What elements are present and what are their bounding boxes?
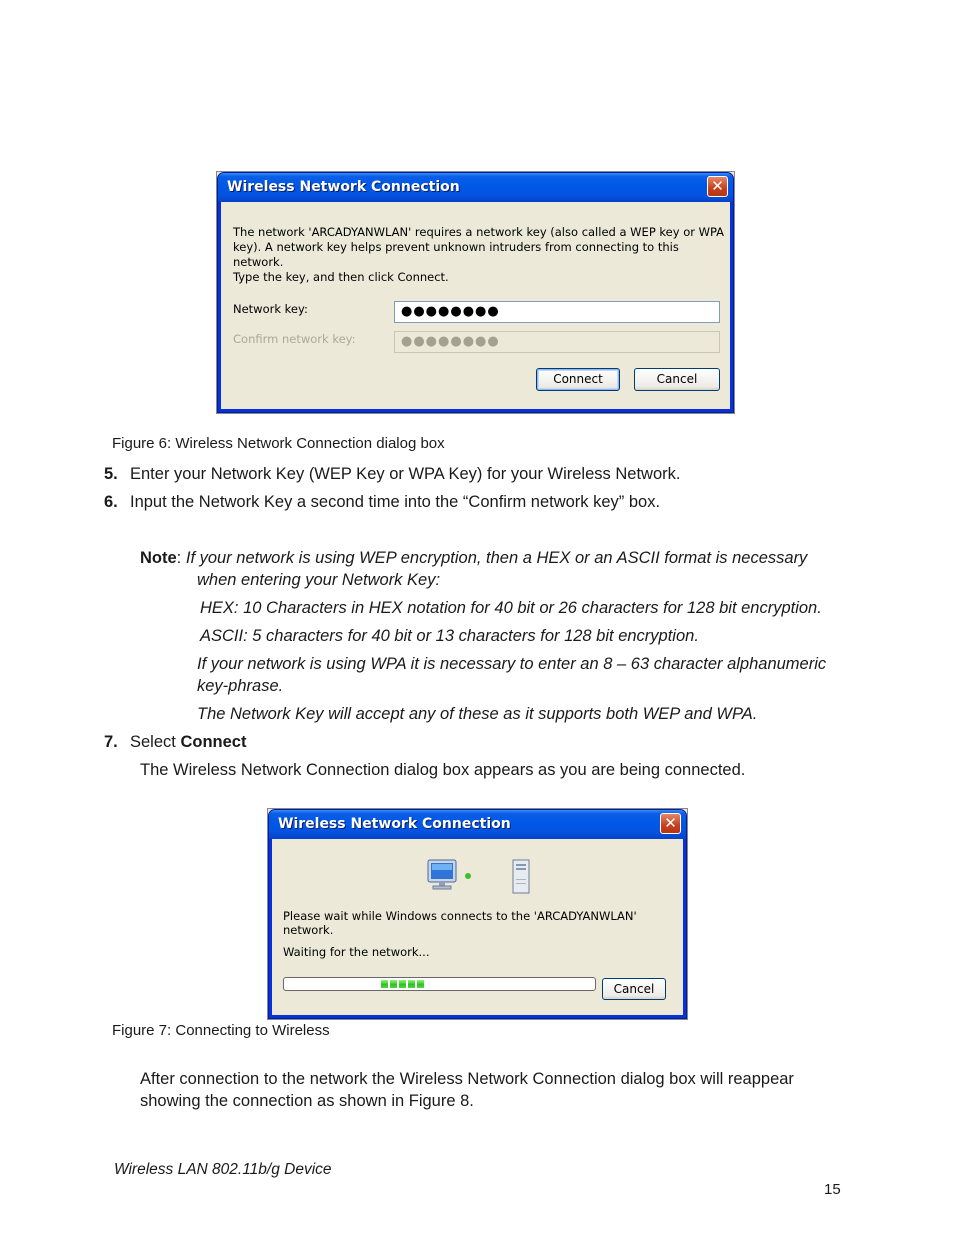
note-hex: HEX: 10 Characters in HEX notation for 40 bit or 26 characters for 128 bit encryption. <box>200 599 822 617</box>
computer-icon <box>424 857 464 893</box>
connect-button[interactable]: Connect <box>536 368 620 391</box>
step-6-text: Input the Network Key a second time into the “Confirm network key” box. <box>130 493 661 511</box>
confirm-key-label: Confirm network key: <box>233 332 356 346</box>
step-7-description: The Wireless Network Connection dialog box appears as you are being connected. <box>140 761 746 779</box>
step-5-number: 5. <box>104 465 118 483</box>
network-key-input[interactable]: ●●●●●●●● <box>394 301 720 323</box>
progress-block <box>381 980 388 988</box>
closing-line-2: showing the connection as shown in Figure 8. <box>140 1092 474 1110</box>
step-5 <box>104 465 118 484</box>
note-line-2: when entering your Network Key: <box>197 571 441 589</box>
network-key-label: Network key: <box>233 302 308 316</box>
close-icon[interactable]: ✕ <box>660 813 681 834</box>
cancel-button[interactable]: Cancel <box>634 368 720 391</box>
dialog-title-bar[interactable] <box>269 810 686 839</box>
progress-indicator <box>381 980 424 988</box>
dialog-body <box>221 202 730 409</box>
step-6 <box>104 493 118 512</box>
access-point-icon <box>510 859 532 895</box>
dialog-title: Wireless Network Connection <box>227 179 460 195</box>
instruction-text: Type the key, and then click Connect. <box>233 270 449 284</box>
note-ascii: ASCII: 5 characters for 40 bit or 13 characters for 128 bit encryption. <box>200 627 699 645</box>
step-5-text: Enter your Network Key (WEP Key or WPA Key) for your Wireless Network. <box>130 465 681 483</box>
connection-status-dot-icon <box>464 872 472 880</box>
step-7-action: Connect <box>180 733 247 751</box>
connecting-dialog <box>268 809 687 1019</box>
note-wpa-2: key-phrase. <box>197 677 284 695</box>
note-line-1 <box>140 549 807 568</box>
progress-bar <box>283 977 596 991</box>
note-wpa-1: If your network is using WPA it is necessary to enter an 8 – 63 character alphanumeric <box>197 655 827 673</box>
dialog-body <box>272 839 683 1015</box>
close-icon[interactable]: ✕ <box>707 176 728 197</box>
note-text-1: If your network is using WEP encryption, then a HEX or an ASCII format is necessary <box>185 549 808 567</box>
dialog-title-bar[interactable] <box>218 173 733 202</box>
progress-block <box>399 980 406 988</box>
message-line-2: key). A network key helps prevent unknown intruders from connecting to this network. <box>233 240 679 269</box>
network-key-dialog <box>217 172 734 413</box>
figure-6-caption: Figure 6: Wireless Network Connection dialog box <box>112 435 445 452</box>
note-label: Note <box>140 549 177 567</box>
dialog-message <box>233 225 730 270</box>
closing-line-1: After connection to the network the Wireless Network Connection dialog box will reappear <box>140 1070 794 1088</box>
progress-block <box>408 980 415 988</box>
figure-6-screenshot-frame <box>216 171 735 414</box>
progress-block <box>417 980 424 988</box>
step-7 <box>104 733 118 752</box>
connecting-message: Please wait while Windows connects to the 'ARCADYANWLAN' network. <box>283 909 637 937</box>
note-colon: : <box>176 549 182 567</box>
figure-7-caption: Figure 7: Connecting to Wireless <box>112 1022 330 1039</box>
step-7-number: 7. <box>104 733 118 751</box>
figure-7-screenshot-frame <box>267 808 688 1020</box>
message-line-1: The network 'ARCADYANWLAN' requires a network key (also called a WEP key or WPA <box>233 225 725 239</box>
cancel-button[interactable]: Cancel <box>602 978 666 1000</box>
note-both: The Network Key will accept any of these as it supports both WEP and WPA. <box>197 705 758 723</box>
step-7-text <box>130 733 246 752</box>
confirm-key-input[interactable]: ●●●●●●●● <box>394 331 720 353</box>
page-number: 15 <box>824 1181 841 1198</box>
step-7-prefix: Select <box>130 733 181 751</box>
dialog-title: Wireless Network Connection <box>278 816 511 832</box>
status-text: Waiting for the network... <box>283 945 430 959</box>
progress-block <box>390 980 397 988</box>
footer-title: Wireless LAN 802.11b/g Device <box>114 1161 332 1178</box>
step-6-number: 6. <box>104 493 118 511</box>
